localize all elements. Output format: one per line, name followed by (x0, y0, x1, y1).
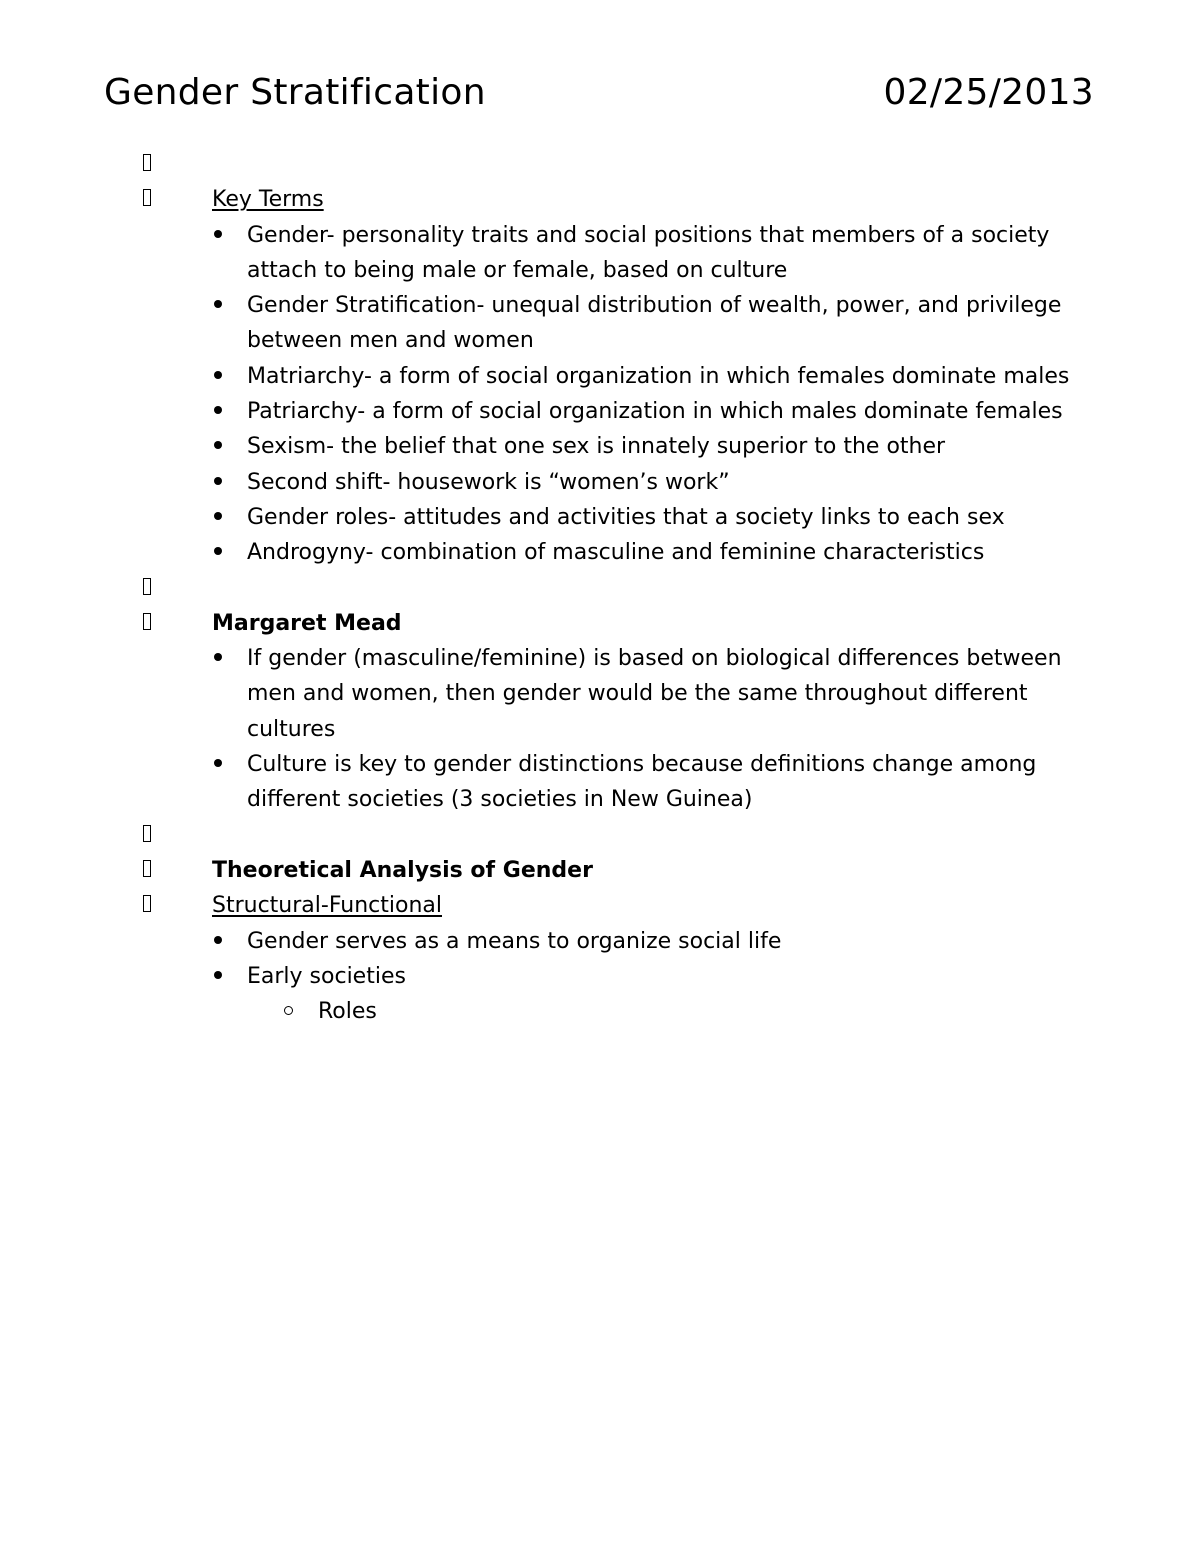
key-terms-heading: Key Terms (212, 187, 324, 213)
notes-outline (140, 147, 1080, 1029)
empty-row (140, 571, 1080, 606)
missing-glyph-icon (140, 818, 154, 853)
list-item (140, 394, 1080, 429)
theory-point-organize: Gender serves as a means to organize social life (247, 928, 782, 954)
mead-row (140, 606, 1080, 641)
list-item (140, 288, 1080, 359)
bullet-icon (214, 371, 222, 379)
missing-glyph-icon (140, 853, 154, 888)
list-item (140, 359, 1080, 394)
missing-glyph-icon (140, 147, 154, 182)
bullet-icon (214, 653, 222, 661)
list-item (140, 218, 1080, 289)
missing-glyph-icon (140, 571, 154, 606)
theory-subpoint-roles: Roles (318, 999, 377, 1025)
empty-row (140, 818, 1080, 853)
bullet-icon (214, 971, 222, 979)
structural-functional-heading: Structural-Functional (212, 893, 442, 919)
bullet-icon (214, 230, 222, 238)
list-item (140, 500, 1080, 535)
page-date: 02/25/2013 (883, 72, 1094, 113)
list-item (140, 535, 1080, 570)
bullet-icon (214, 512, 222, 520)
list-item (140, 959, 1080, 994)
key-term-gender-stratification: Gender Stratification- unequal distribution of wealth, power, and privilege between men and women (247, 293, 1062, 354)
list-item (140, 429, 1080, 464)
missing-glyph-icon (140, 182, 154, 217)
bullet-icon (214, 300, 222, 308)
bullet-icon (214, 547, 222, 555)
theory-heading: Theoretical Analysis of Gender (212, 857, 593, 883)
bullet-icon (214, 406, 222, 414)
hollow-bullet-icon (284, 1006, 293, 1015)
missing-glyph-icon (140, 888, 154, 923)
key-term-androgyny: Androgyny- combination of masculine and feminine characteristics (247, 540, 985, 566)
key-term-matriarchy: Matriarchy- a form of social organization in which females dominate males (247, 363, 1070, 389)
key-term-gender-roles: Gender roles- attitudes and activities that a society links to each sex (247, 504, 1005, 530)
list-item (140, 924, 1080, 959)
structural-functional-row (140, 888, 1080, 923)
theory-row (140, 853, 1080, 888)
list-item (140, 641, 1080, 747)
missing-glyph-icon (140, 606, 154, 641)
key-term-sexism: Sexism- the belief that one sex is innately superior to the other (247, 434, 946, 460)
theory-point-early-societies: Early societies (247, 963, 406, 989)
bullet-icon (214, 477, 222, 485)
key-term-second-shift: Second shift- housework is “women’s work” (247, 469, 730, 495)
list-item (140, 747, 1080, 818)
list-item (140, 465, 1080, 500)
page-title: Gender Stratification (104, 72, 486, 113)
mead-point-culture: Culture is key to gender distinctions because definitions change among different societies (3 societies in New Guinea) (247, 752, 1037, 813)
key-terms-row (140, 182, 1080, 217)
bullet-icon (214, 759, 222, 767)
mead-point-biological: If gender (masculine/feminine) is based on biological differences between men and women, then gender would be the same throughout different cultures (247, 646, 1062, 742)
bullet-icon (214, 441, 222, 449)
key-term-patriarchy: Patriarchy- a form of social organization in which males dominate females (247, 399, 1063, 425)
sub-list-item (140, 994, 1080, 1029)
empty-row (140, 147, 1080, 182)
key-term-gender: Gender- personality traits and social positions that members of a society attach to being male or female, based on culture (247, 222, 1050, 283)
mead-heading: Margaret Mead (212, 610, 402, 636)
bullet-icon (214, 936, 222, 944)
